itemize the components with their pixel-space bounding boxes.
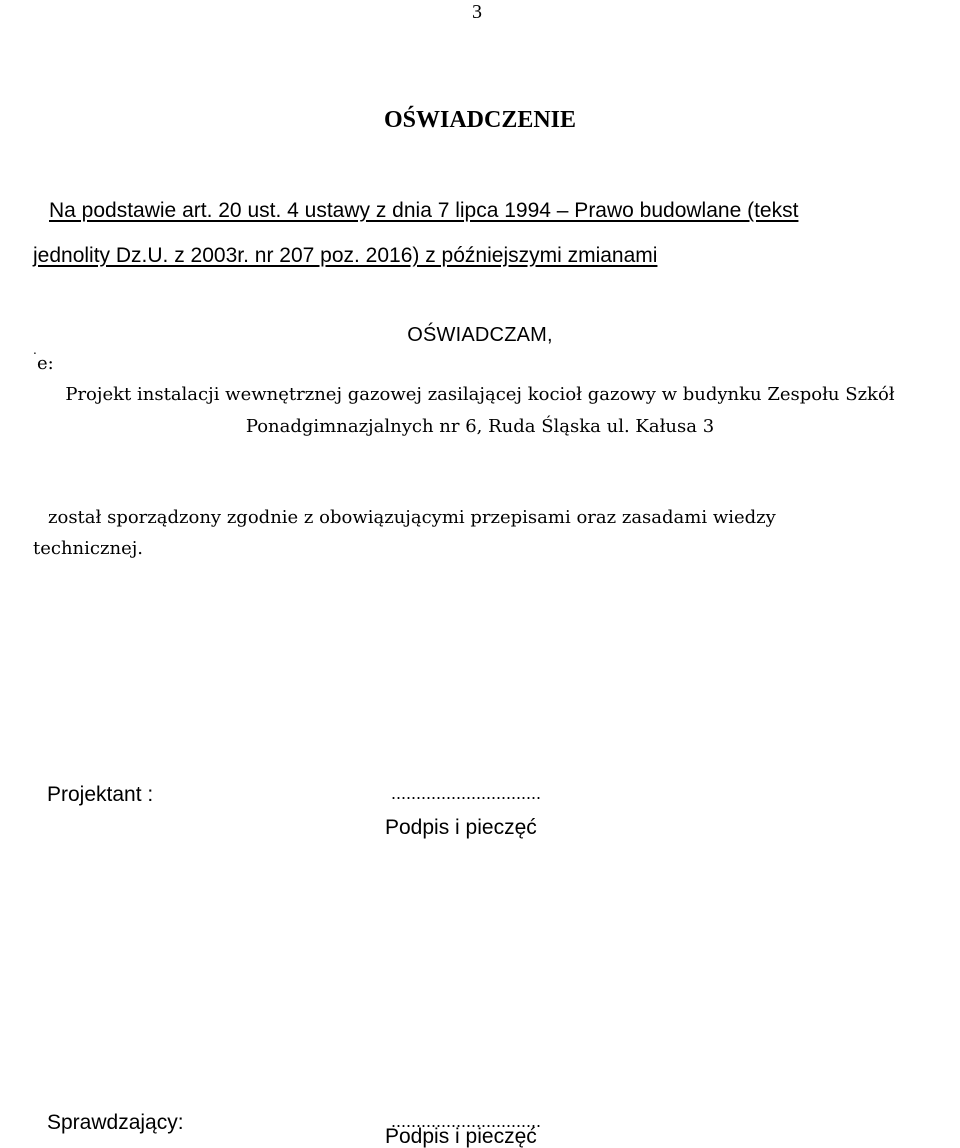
- declaration-dot: .: [33, 343, 37, 357]
- project-description-line-1: Projekt instalacji wewnętrznej gazowej zasilającej kocioł gazowy w budynku Zespołu Szkół: [65, 384, 895, 405]
- project-description-line-2: Ponadgimnazjalnych nr 6, Ruda Śląska ul. Kałusa 3: [245, 416, 715, 437]
- conclusion-line-1: został sporządzony zgodnie z obowiązującymi przepisami oraz zasadami wiedzy: [48, 507, 776, 528]
- page-number: 3: [472, 1, 482, 23]
- conclusion-line-2: technicznej.: [33, 538, 144, 559]
- checker-signature-line: ..............................: [391, 1111, 542, 1131]
- declaration-that-label: e:: [37, 353, 54, 374]
- declaration-heading: OŚWIADCZAM,: [407, 324, 553, 346]
- legal-basis-line-1: Na podstawie art. 20 ust. 4 ustawy z dnia 7 lipca 1994 – Prawo budowlane (tekst: [49, 199, 799, 222]
- designer-signature-caption: Podpis i pieczęć: [385, 816, 537, 839]
- designer-signature-line: ..............................: [391, 783, 542, 803]
- legal-basis-line-2: jednolity Dz.U. z 2003r. nr 207 poz. 2016) z późniejszymi zmianami: [33, 244, 658, 267]
- document-title: OŚWIADCZENIE: [383, 107, 577, 133]
- checker-label: Sprawdzający:: [47, 1111, 184, 1134]
- designer-label: Projektant :: [47, 783, 154, 806]
- checker-signature-caption: Podpis i pieczęć: [385, 1125, 537, 1148]
